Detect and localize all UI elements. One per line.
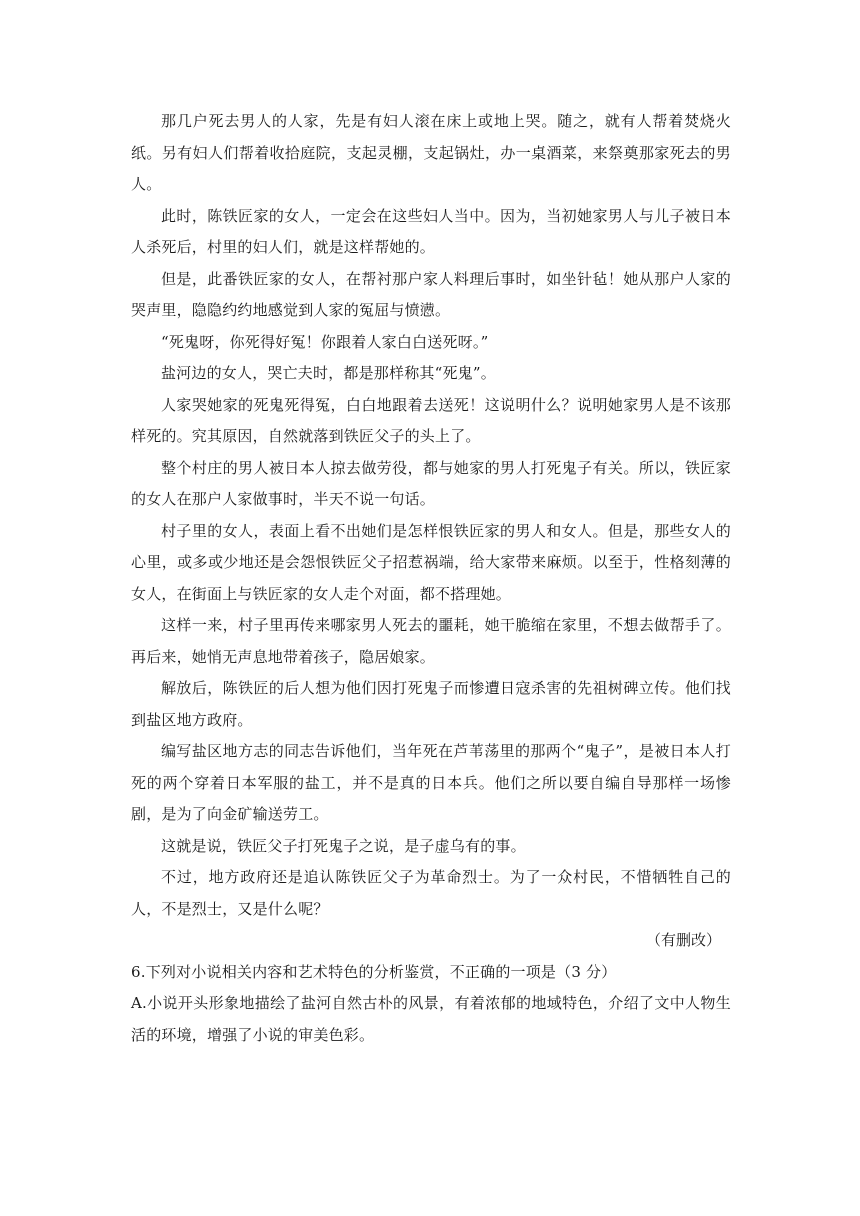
passage-paragraph-13: 不过，地方政府还是追认陈铁匠父子为革命烈士。为了一众村民，不惜牺牲自己的人，不是烈士，又是什么呢？ xyxy=(131,868,731,918)
passage-attribution: （有删改） xyxy=(645,931,721,949)
passage-paragraph-11: 编写盐区地方志的同志告诉他们，当年死在芦苇荡里的那两个“鬼子”，是被日本人打死的两个穿着日本军服的盐工，并不是真的日本兵。他们之所以要自编自导那样一场惨剧，是为了向金矿输送劳工。 xyxy=(131,742,731,823)
passage-paragraph-6: 人家哭她家的死鬼死得冤，白白地跟着去送死！这说明什么？说明她家男人是不该那样死的。究其原因，自然就落到铁匠父子的头上了。 xyxy=(131,395,731,445)
document-page xyxy=(131,106,731,1051)
passage-paragraph-12: 这就是说，铁匠父子打死鬼子之说，是子虚乌有的事。 xyxy=(161,836,526,855)
passage-paragraph-10: 解放后，陈铁匠的后人想为他们因打死鬼子而惨遭日寇杀害的先祖树碑立传。他们找到盐区地方政府。 xyxy=(131,679,731,729)
passage-paragraph-5: 盐河边的女人，哭亡夫时，都是那样称其“死鬼”。 xyxy=(161,364,496,382)
passage-paragraph-8: 村子里的女人，表面上看不出她们是怎样恨铁匠家的男人和女人。但是，那些女人的心里，或多或少地还是会怨恨铁匠父子招惹祸端，给大家带来麻烦。以至于，性格刻薄的女人，在街面上与铁匠家的女人走个对面，都不搭理她。 xyxy=(131,521,731,603)
passage-paragraph-7: 整个村庄的男人被日本人掠去做劳役，都与她家的男人打死鬼子有关。所以，铁匠家的女人在那户人家做事时，半天不说一句话。 xyxy=(131,458,731,508)
passage-paragraph-3: 但是，此番铁匠家的女人，在帮衬那户家人料理后事时，如坐针毡！她从那户人家的哭声里，隐隐约约地感觉到人家的冤屈与愤懑。 xyxy=(131,269,731,319)
passage-paragraph-4: “死鬼呀，你死得好冤！你跟着人家白白送死呀。” xyxy=(161,332,489,351)
passage-paragraph-9: 这样一来，村子里再传来哪家男人死去的噩耗，她干脆缩在家里，不想去做帮手了。再后来，她悄无声息地带着孩子，隐居娘家。 xyxy=(131,616,731,666)
question-6-stem: 6.下列对小说相关内容和艺术特色的分析鉴赏，不正确的一项是（3 分） xyxy=(131,962,617,981)
passage-paragraph-1: 那几户死去男人的人家，先是有妇人滚在床上或地上哭。随之，就有人帮着焚烧火纸。另有妇人们帮着收拾庭院，支起灵棚，支起锅灶，办一桌酒菜，来祭奠那家死去的男人。 xyxy=(131,112,731,193)
passage-paragraph-2: 此时，陈铁匠家的女人，一定会在这些妇人当中。因为，当初她家男人与儿子被日本人杀死后，村里的妇人们，就是这样帮她的。 xyxy=(131,206,731,256)
question-6-option-a: A.小说开头形象地描绘了盐河自然古朴的风景，有着浓郁的地域特色，介绍了文中人物生活的环境，增强了小说的审美色彩。 xyxy=(131,994,731,1044)
